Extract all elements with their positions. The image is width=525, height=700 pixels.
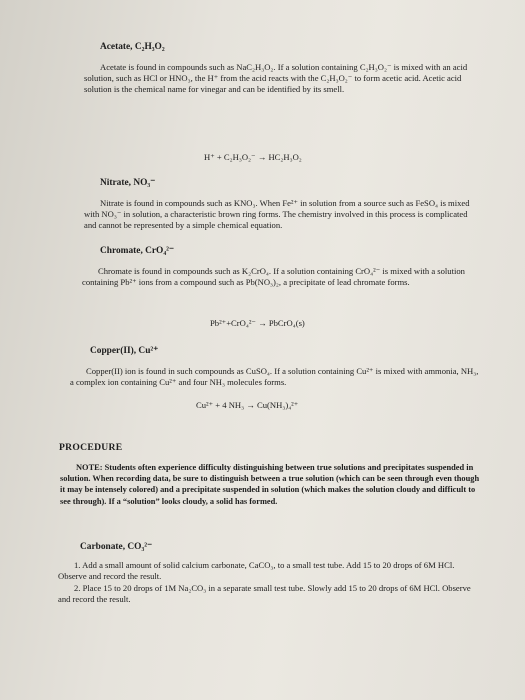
acetate-heading: Acetate, C₂H₃O₂ <box>100 42 165 52</box>
procedure-note: NOTE: Students often experience difficulty distinguishing between true solutions and precipitates suspended in solution. When recording data, be sure to distinguish between a true solution (which can be seen through even though it may be intensely colored) and a precipitate suspended in solution (which makes the solution cloudy and difficult to see through). If a “solution” looks cloudy, a solid has formed. <box>60 463 480 506</box>
copper-equation: Cu²⁺ + 4 NH₃ → Cu(NH₃)₄²⁺ <box>196 400 299 410</box>
copper-paragraph: Copper(II) ion is found in such compounds as CuSO₄. If a solution containing Cu²⁺ is mixed with ammonia, NH₃, a complex ion containing Cu²⁺ and four NH₃ molecules forms. <box>70 366 479 388</box>
chromate-heading: Chromate, CrO₄²⁻ <box>100 246 174 256</box>
acetate-paragraph: Acetate is found in compounds such as NaC₂H₃O₂. If a solution containing C₂H₃O₂⁻ is mixed with an acid solution, such as HCl or HNO₃, the H⁺ from the acid reacts with the C₂H₃O₂⁻ to form acetic acid. Acetic acid solution is the chemical name for vinegar and can be identified by its smell. <box>84 62 468 95</box>
nitrate-paragraph: Nitrate is found in compounds such as KNO₃. When Fe²⁺ in solution from a source such as FeSO₄ is mixed with NO₃⁻ in solution, a characteristic brown ring forms. The chemistry involved in this process is complicated and cannot be represented by a simple chemical equation. <box>84 198 470 231</box>
procedure-heading: PROCEDURE <box>59 442 123 453</box>
chromate-paragraph: Chromate is found in compounds such as K₂CrO₄. If a solution containing CrO₄²⁻ is mixed with a solution containing Pb²⁺ ions from a compound such as Pb(NO₃)₂, a precipitate of lead chromate forms. <box>82 266 465 288</box>
acetate-equation: H⁺ + C₂H₃O₂⁻ → HC₂H₃O₂ <box>204 152 302 162</box>
copper-heading: Copper(II), Cu²⁺ <box>90 346 159 356</box>
chromate-equation: Pb²⁺+CrO₄²⁻ → PbCrO₄(s) <box>210 318 305 328</box>
procedure-step-2: 2. Place 15 to 20 drops of 1M Na₂CO₃ in a separate small test tube. Slowly add 15 to 20 drops of 6M HCl. Observe and record the result. <box>58 583 471 605</box>
procedure-step-1: 1. Add a small amount of solid calcium carbonate, CaCO₃, to a small test tube. Add 15 to 20 drops of 6M HCl. Observe and record the result. <box>58 560 455 582</box>
nitrate-heading: Nitrate, NO₃⁻ <box>100 178 156 188</box>
carbonate-heading: Carbonate, CO₃²⁻ <box>80 542 153 552</box>
